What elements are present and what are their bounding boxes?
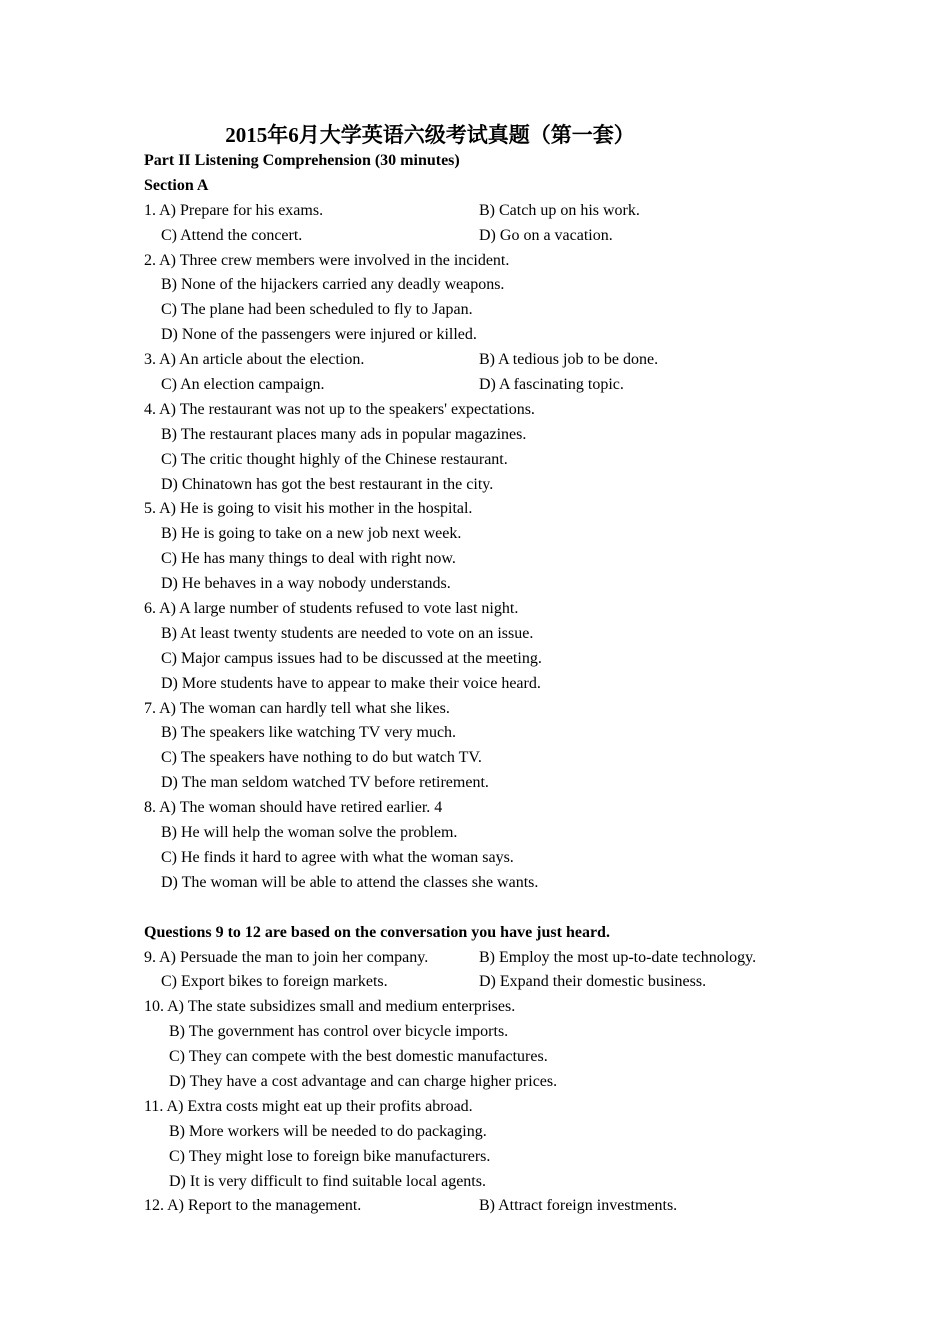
part-heading: Part II Listening Comprehension (30 minutes)	[144, 152, 460, 169]
q10-option-a: 10. A) The state subsidizes small and medium enterprises.	[144, 998, 516, 1016]
q2-option-b: B) None of the hijackers carried any deadly weapons.	[161, 276, 505, 294]
q6-option-c: C) Major campus issues had to be discussed at the meeting.	[161, 649, 542, 667]
q3-option-a: 3. A) An article about the election.	[144, 351, 365, 369]
question-1-row-ab	[144, 199, 844, 224]
q11-option-d: D) It is very difficult to find suitable local agents.	[169, 1172, 486, 1190]
exam-content	[144, 149, 844, 1219]
q5-option-b: B) He is going to take on a new job next week.	[161, 525, 462, 543]
spacer	[144, 896, 844, 921]
q4-option-c: C) The critic thought highly of the Chinese restaurant.	[161, 450, 508, 468]
q6-option-b: B) At least twenty students are needed to vote on an issue.	[161, 624, 534, 642]
section-heading: Section A	[144, 176, 209, 194]
q4-option-a: 4. A) The restaurant was not up to the speakers' expectations.	[144, 400, 535, 418]
q10-option-c: C) They can compete with the best domestic manufactures.	[169, 1048, 548, 1066]
q4-option-b: B) The restaurant places many ads in popular magazines.	[161, 425, 527, 443]
q9-option-a: 9. A) Persuade the man to join her company.	[144, 948, 429, 966]
q2-option-a: 2. A) Three crew members were involved in the incident.	[144, 251, 510, 269]
q12-option-a: 12. A) Report to the management.	[144, 1197, 362, 1215]
q2-option-d: D) None of the passengers were injured or killed.	[161, 326, 477, 344]
q8-option-b: B) He will help the woman solve the problem.	[161, 824, 458, 842]
q11-option-b: B) More workers will be needed to do packaging.	[169, 1122, 487, 1140]
q11-option-a: 11. A) Extra costs might eat up their profits abroad.	[144, 1097, 473, 1115]
q2-option-c: C) The plane had been scheduled to fly to Japan.	[161, 301, 473, 319]
question-3-row-ab	[144, 348, 844, 373]
q12-option-b: B) Attract foreign investments.	[479, 1197, 678, 1215]
q11-option-c: C) They might lose to foreign bike manufacturers.	[169, 1147, 491, 1165]
q8-option-a: 8. A) The woman should have retired earlier. 4	[144, 799, 443, 817]
page-title: 2015年6月大学英语六级考试真题（第一套）	[225, 123, 635, 147]
q5-option-c: C) He has many things to deal with right now.	[161, 550, 456, 568]
question-9-row-cd	[144, 970, 844, 995]
q3-option-d: D) A fascinating topic.	[479, 376, 624, 394]
q8-option-c: C) He finds it hard to agree with what the woman says.	[161, 848, 514, 866]
question-9-row-ab	[144, 946, 844, 971]
q3-option-c: C) An election campaign.	[161, 376, 325, 394]
q10-option-b: B) The government has control over bicycle imports.	[169, 1023, 509, 1041]
q5-option-a: 5. A) He is going to visit his mother in the hospital.	[144, 500, 473, 518]
q7-option-b: B) The speakers like watching TV very much.	[161, 724, 457, 742]
q9-option-b: B) Employ the most up-to-date technology.	[479, 948, 757, 966]
q6-option-d: D) More students have to appear to make their voice heard.	[161, 674, 541, 692]
q8-option-d: D) The woman will be able to attend the classes she wants.	[161, 873, 539, 891]
q1-option-a: 1. A) Prepare for his exams.	[144, 201, 324, 219]
q7-option-d: D) The man seldom watched TV before retirement.	[161, 774, 489, 792]
q9-option-c: C) Export bikes to foreign markets.	[161, 973, 388, 991]
q10-option-d: D) They have a cost advantage and can charge higher prices.	[169, 1072, 558, 1090]
conversation-instruction: Questions 9 to 12 are based on the conversation you have just heard.	[144, 923, 610, 941]
q4-option-d: D) Chinatown has got the best restaurant in the city.	[161, 475, 494, 493]
question-12-row-ab	[144, 1194, 844, 1219]
q1-option-c: C) Attend the concert.	[161, 226, 303, 244]
question-3-row-cd	[144, 373, 844, 398]
question-1-row-cd	[144, 224, 844, 249]
q6-option-a: 6. A) A large number of students refused to vote last night.	[144, 600, 519, 618]
q5-option-d: D) He behaves in a way nobody understands.	[161, 575, 451, 593]
q1-option-b: B) Catch up on his work.	[479, 201, 640, 219]
q3-option-b: B) A tedious job to be done.	[479, 351, 659, 369]
q9-option-d: D) Expand their domestic business.	[479, 973, 707, 991]
q1-option-d: D) Go on a vacation.	[479, 226, 613, 244]
q7-option-c: C) The speakers have nothing to do but watch TV.	[161, 749, 482, 767]
q7-option-a: 7. A) The woman can hardly tell what she likes.	[144, 699, 450, 717]
